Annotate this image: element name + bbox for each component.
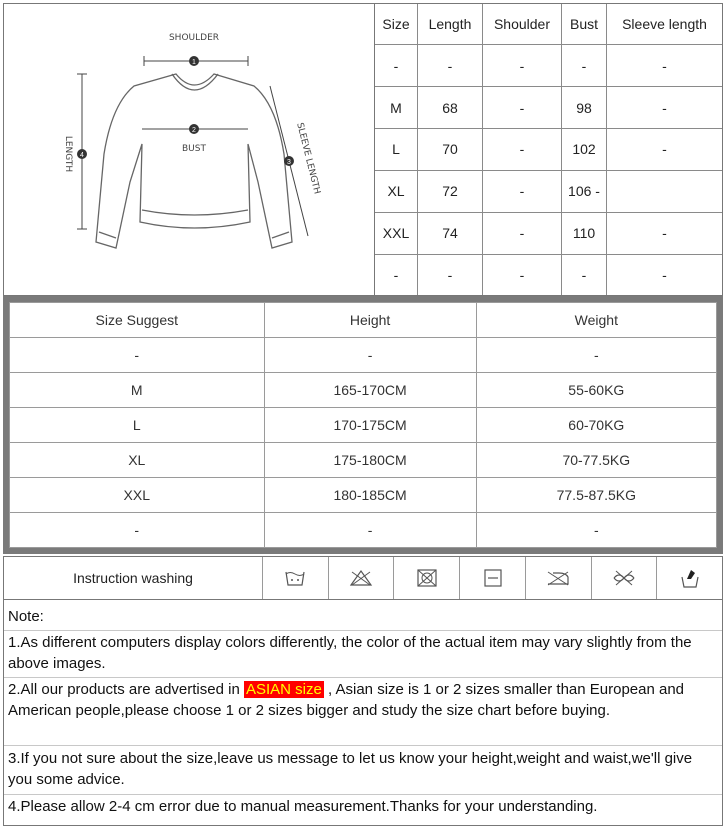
- table-row: [375, 254, 722, 295]
- cell: -: [418, 45, 483, 87]
- cell: L: [375, 129, 418, 171]
- cell: L: [10, 408, 265, 443]
- size-suggest-table: [9, 302, 717, 548]
- notes-title: Note:: [8, 608, 44, 625]
- header-bust: Bust: [562, 4, 607, 45]
- cell: -: [483, 87, 562, 129]
- cell: -: [607, 45, 723, 87]
- cell: -: [483, 45, 562, 87]
- note-4: [8, 796, 720, 817]
- wring-icon: [657, 557, 722, 599]
- marker-1-text: 1: [192, 59, 196, 66]
- cell: 102: [562, 129, 607, 171]
- table-row: [10, 373, 717, 408]
- cell: XXL: [375, 212, 418, 254]
- sleeve-length-label: SLEEVE LENGTH: [294, 121, 322, 196]
- cell: 68: [418, 87, 483, 129]
- cell: XXL: [10, 478, 265, 513]
- cell: -: [10, 338, 265, 373]
- cell: -: [375, 254, 418, 295]
- header-size: Size: [375, 4, 418, 45]
- cell: -: [483, 170, 562, 212]
- cell: -: [607, 129, 723, 171]
- suggest-header: [10, 303, 717, 338]
- marker-3-text: 3: [287, 159, 291, 166]
- sweater-diagram: [4, 4, 375, 295]
- cell: -: [476, 338, 716, 373]
- cell: -: [10, 513, 265, 548]
- note-2-line-2: American people,please choose 1 or 2 sizes bigger and study the size chart before buying.: [8, 702, 611, 719]
- cell: 72: [418, 170, 483, 212]
- note-3-text: 3.If you not sure about the size,leave us message to let us know your height,weight and waist,we'll give you some advice.: [8, 750, 693, 788]
- asian-size-highlight: ASIAN size: [245, 681, 322, 698]
- table-row: [10, 338, 717, 373]
- no-tumble-dry-icon: [394, 557, 460, 599]
- cell: [607, 170, 723, 212]
- cell: 106 -: [562, 170, 607, 212]
- table-row: [10, 513, 717, 548]
- header-sleeve-length: Sleeve length: [607, 4, 723, 45]
- cell: 74: [418, 212, 483, 254]
- notes-section: [3, 600, 723, 826]
- table-row: [375, 87, 722, 129]
- cell: -: [483, 129, 562, 171]
- cell: 55-60KG: [476, 373, 716, 408]
- table-row: [375, 170, 722, 212]
- dry-flat-icon: [460, 557, 526, 599]
- bust-label: BUST: [182, 144, 206, 154]
- header-height: Height: [264, 303, 476, 338]
- cell: -: [607, 87, 723, 129]
- cell: -: [483, 212, 562, 254]
- note-2: [8, 679, 720, 721]
- cell: XL: [375, 170, 418, 212]
- header-weight: Weight: [476, 303, 716, 338]
- cell: 180-185CM: [264, 478, 476, 513]
- cell: M: [10, 373, 265, 408]
- size-table-header: [375, 4, 722, 45]
- cell: -: [375, 45, 418, 87]
- sweater-illustration: [4, 4, 374, 295]
- cell: -: [607, 212, 723, 254]
- cell: -: [418, 254, 483, 295]
- cell: 70-77.5KG: [476, 443, 716, 478]
- table-row: [10, 478, 717, 513]
- washing-instructions: [3, 556, 723, 600]
- length-label: LENGTH: [63, 135, 73, 173]
- cell: 165-170CM: [264, 373, 476, 408]
- cell: -: [483, 254, 562, 295]
- shoulder-label: SHOULDER: [168, 33, 220, 43]
- note-4-text: 4.Please allow 2-4 cm error due to manual measurement.Thanks for your understanding.: [8, 798, 598, 815]
- header-size-suggest: Size Suggest: [10, 303, 265, 338]
- hand-wash-icon: [263, 557, 329, 599]
- note-2-after: , Asian size is 1 or 2 sizes smaller than European and: [323, 681, 685, 698]
- cell: 98: [562, 87, 607, 129]
- cell: 70: [418, 129, 483, 171]
- cell: -: [476, 513, 716, 548]
- note-2-text: [8, 679, 720, 700]
- note-1: [8, 632, 720, 674]
- cell: -: [562, 254, 607, 295]
- cell: 175-180CM: [264, 443, 476, 478]
- cell: 110: [562, 212, 607, 254]
- size-table: [375, 4, 722, 295]
- size-suggest-frame: [3, 296, 723, 554]
- note-2-before: 2.All our products are advertised in: [8, 681, 244, 698]
- cell: M: [375, 87, 418, 129]
- header-length: Length: [418, 4, 483, 45]
- cell: 60-70KG: [476, 408, 716, 443]
- marker-4-text: 4: [80, 152, 84, 159]
- cell: -: [264, 513, 476, 548]
- table-row: [10, 408, 717, 443]
- no-dry-clean-icon: [592, 557, 658, 599]
- marker-2-text: 2: [192, 127, 196, 134]
- table-row: [375, 129, 722, 171]
- iron-low-icon: [526, 557, 592, 599]
- cell: -: [264, 338, 476, 373]
- cell: 170-175CM: [264, 408, 476, 443]
- note-1-text: 1.As different computers display colors differently, the color of the actual item may vary slightly from the above images.: [8, 634, 692, 672]
- note-3: [8, 748, 720, 790]
- no-bleach-icon: [329, 557, 395, 599]
- washing-title: Instruction washing: [4, 557, 263, 599]
- table-row: [375, 45, 722, 87]
- cell: 77.5-87.5KG: [476, 478, 716, 513]
- cell: -: [562, 45, 607, 87]
- header-shoulder: Shoulder: [483, 4, 562, 45]
- size-chart-section: [3, 3, 723, 296]
- cell: -: [607, 254, 723, 295]
- table-row: [375, 212, 722, 254]
- table-row: [10, 443, 717, 478]
- cell: XL: [10, 443, 265, 478]
